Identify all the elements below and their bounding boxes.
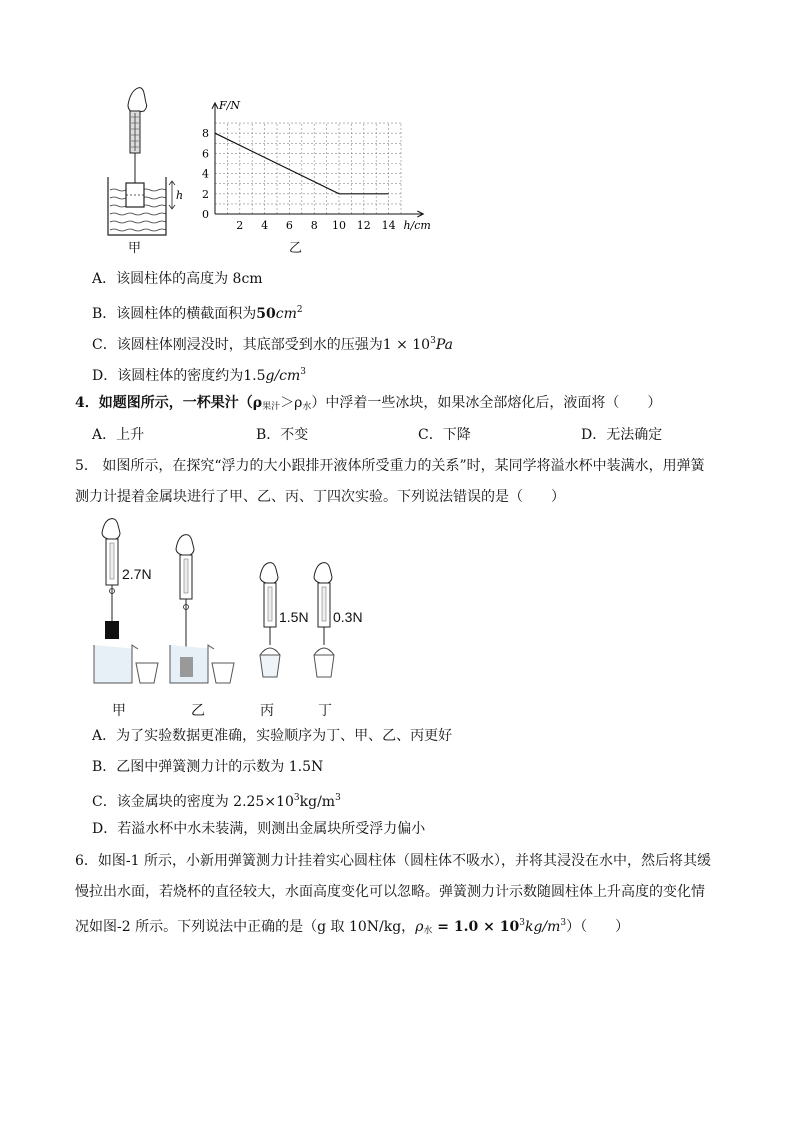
- y-tick-label: 2: [202, 187, 209, 201]
- q3-b-unit: cm: [275, 306, 297, 322]
- hand-icon: [176, 535, 194, 555]
- q6-line3-text: 况如图-2 所示。下列说法中正确的是（g 取 10N/kg，: [75, 919, 416, 935]
- chart-axes: [212, 99, 431, 232]
- hand-icon: [314, 563, 332, 583]
- x-tick-label: 8: [310, 219, 318, 232]
- setup-ding: [314, 563, 334, 677]
- fig1-apparatus: [100, 85, 190, 255]
- q3-b-text: B．该圆柱体的横截面积为: [92, 306, 257, 322]
- label-ding: 丁: [318, 703, 332, 719]
- chart-grid: [215, 123, 401, 214]
- small-bucket: [314, 655, 334, 677]
- small-bucket: [136, 663, 158, 683]
- x-tick-label: 14: [381, 219, 396, 232]
- q5-stem-line1: 5． 如图所示，在探究“浮力的大小跟排开液体所受重力的关系”时，某同学将溢水杯中装满水，用弹簧: [75, 458, 705, 474]
- x-tick-label: 6: [285, 219, 293, 232]
- q3-option-a[interactable]: A．该圆柱体的高度为 8cm: [92, 271, 263, 287]
- q6-rho: ρ: [415, 919, 424, 935]
- q4-stem-b: ＞ρ: [280, 395, 303, 411]
- reading-bing: 1.5N: [279, 609, 309, 625]
- y-tick-label: 0: [202, 208, 209, 221]
- fig1-label-jia: 甲: [128, 241, 142, 256]
- reading-ding: 0.3N: [333, 609, 363, 625]
- q3-c-unit: Pa: [435, 337, 453, 353]
- chart-ticks: [202, 127, 396, 232]
- x-tick-label: 4: [261, 219, 269, 232]
- q4-sub-juice: 果汁: [262, 402, 281, 412]
- q6-rho-sub: 水: [423, 926, 433, 936]
- q3-b-value: 50: [256, 306, 276, 322]
- label-yi: 乙: [191, 703, 205, 719]
- y-tick-label: 6: [202, 147, 209, 161]
- q5-c-unit: kg/m: [299, 794, 336, 810]
- q5-option-a[interactable]: A．为了实验数据更准确，实验顺序为丁、甲、乙、丙更好: [92, 728, 453, 744]
- y-tick-label: 4: [202, 167, 209, 181]
- q3-c-value: 1 × 10: [382, 337, 431, 353]
- hand-icon: [128, 88, 147, 113]
- setup-bing: [260, 563, 280, 677]
- q3-option-d[interactable]: [92, 362, 306, 386]
- small-bucket: [212, 663, 234, 683]
- q5-stem-line2: 测力计提着金属块进行了甲、乙、丙、丁四次实验。下列说法错误的是（ ）: [75, 489, 565, 505]
- q3-b-exp: 2: [296, 305, 303, 315]
- x-tick-label: 2: [236, 219, 244, 232]
- q6-exp: 3: [519, 918, 525, 928]
- q5-option-d[interactable]: D．若溢水杯中水未装满，则测出金属块所受浮力偏小: [92, 821, 426, 837]
- q5-option-b[interactable]: B．乙图中弹簧测力计的示数为 1.5N: [92, 759, 324, 775]
- q6-stem-line1: 6．如图-1 所示，小新用弹簧测力计挂着实心圆柱体（圆柱体不吸水），并将其浸没在水中，然后将其缓: [75, 853, 711, 869]
- q6-stem-line2: 慢拉出水面，若烧杯的直径较大，水面高度变化可以忽略。弹簧测力计示数随圆柱体上升高度的变化情: [75, 884, 705, 900]
- y-axis-label: F/N: [219, 98, 240, 112]
- reading-jia: 2.7N: [122, 566, 152, 582]
- h-label: h: [176, 189, 184, 202]
- metal-block: [105, 621, 119, 639]
- q4-stem-c: ）中浮着一些冰块，如果冰全部熔化后，液面将（ ）: [311, 395, 662, 411]
- setup-yi: [170, 535, 234, 683]
- q3-d-exp: 3: [300, 367, 307, 377]
- overflow-cup: [94, 645, 138, 683]
- q3-option-c[interactable]: [92, 331, 453, 355]
- x-tick-label: 12: [356, 219, 371, 232]
- q6-close: ）（ ）: [566, 919, 630, 935]
- label-jia: 甲: [112, 703, 126, 719]
- x-axis-label: h/cm: [403, 219, 431, 232]
- q6-stem-line3: [75, 913, 629, 941]
- hand-icon: [102, 519, 120, 539]
- q4-option-c[interactable]: C．下降: [418, 427, 471, 443]
- q5-c-exp: 3: [293, 793, 300, 803]
- force-height-chart: [195, 90, 435, 255]
- q3-c-text: C．该圆柱体刚浸没时，其底部受到水的压强为: [92, 337, 383, 353]
- q6-unit: kg/m: [524, 919, 561, 935]
- q3-option-b[interactable]: [92, 300, 303, 324]
- q5-option-c[interactable]: [92, 788, 341, 812]
- label-bing: 丙: [260, 703, 274, 719]
- q5-c-text: C．该金属块的密度为 2.25×10: [92, 794, 294, 810]
- q5-c-exp2: 3: [335, 793, 341, 803]
- q4-stem: [75, 393, 661, 417]
- q3-c-exp: 3: [430, 336, 436, 346]
- q4-sub-water: 水: [302, 402, 312, 412]
- q4-option-d[interactable]: D．无法确定: [581, 427, 663, 443]
- q6-exp2: 3: [560, 918, 567, 928]
- q3-d-value: 1.5: [243, 368, 266, 384]
- hand-icon: [260, 563, 278, 583]
- q4-option-b[interactable]: B．不变: [256, 427, 309, 443]
- q4-option-a[interactable]: A．上升: [92, 427, 145, 443]
- q3-d-unit: g/cm: [265, 368, 301, 384]
- fig1-label-yi: 乙: [289, 241, 303, 256]
- x-tick-label: 10: [332, 219, 346, 232]
- small-bucket: [260, 655, 280, 677]
- q4-stem-a: 4．如题图所示，一杯果汁（ρ: [75, 395, 263, 411]
- q6-eq: = 1.0 × 10: [432, 919, 520, 935]
- q3-d-text: D．该圆柱体的密度约为: [92, 368, 244, 384]
- setup-jia: [94, 519, 158, 683]
- y-tick-label: 8: [202, 127, 209, 141]
- q5-figure: [88, 515, 388, 695]
- metal-block-submerged: [180, 657, 193, 677]
